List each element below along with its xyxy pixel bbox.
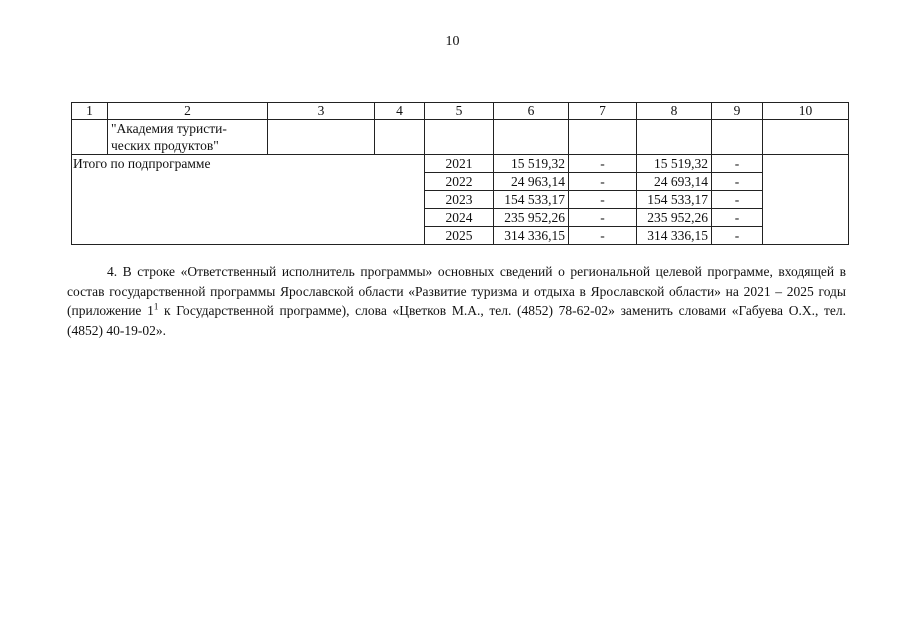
amendment-text: 4. В строке «Ответственный исполнитель программы» основных сведений о региональной целевой программе, входящей в состав государственной программы Ярославской области «Развитие туризма и отдыха в Ярославской области» на 2021 – 2025 годы (приложение 1 [67,264,846,318]
amount-cell: 154 533,17 [637,191,712,209]
dash-cell: - [569,155,637,173]
amount-cell: 15 519,32 [637,155,712,173]
year-cell: 2025 [425,227,494,245]
superscript: 1 [153,301,159,312]
dash-cell: - [712,227,763,245]
header-cell: 3 [268,103,375,120]
header-cell: 7 [569,103,637,120]
dash-cell: - [569,173,637,191]
amendment-paragraph [67,262,846,340]
amount-cell: 314 336,15 [494,227,569,245]
year-cell: 2021 [425,155,494,173]
dash-cell: - [569,209,637,227]
continuation-name-line: ческих продуктов" [111,138,219,153]
year-cell: 2023 [425,191,494,209]
amount-cell: 15 519,32 [494,155,569,173]
continuation-row [72,120,849,155]
dash-cell: - [712,173,763,191]
header-cell: 8 [637,103,712,120]
header-cell: 10 [763,103,849,120]
header-cell: 1 [72,103,108,120]
budget-table [71,102,849,245]
year-cell: 2022 [425,173,494,191]
header-cell: 9 [712,103,763,120]
amendment-text-end: к Государственной программе), слова «Цветков М.А., тел. (4852) 78-62-02» заменить словами «Габуева О.Х., тел. (4852) 40-19-02». [67,303,846,338]
year-cell: 2024 [425,209,494,227]
total-label: Итого по подпрограмме [72,155,425,245]
dash-cell: - [569,227,637,245]
header-cell: 5 [425,103,494,120]
page-number: 10 [445,34,460,49]
header-cell: 2 [108,103,268,120]
amount-cell: 314 336,15 [637,227,712,245]
amount-cell: 235 952,26 [637,209,712,227]
header-cell: 4 [375,103,425,120]
table-header-row [72,103,849,120]
dash-cell: - [712,209,763,227]
dash-cell: - [712,155,763,173]
header-cell: 6 [494,103,569,120]
amount-cell: 154 533,17 [494,191,569,209]
amount-cell: 24 963,14 [494,173,569,191]
empty-col10-cell [763,155,849,245]
table-row [72,155,849,173]
dash-cell: - [569,191,637,209]
amount-cell: 24 693,14 [637,173,712,191]
continuation-name-cell [108,120,268,155]
amount-cell: 235 952,26 [494,209,569,227]
continuation-name-line: "Академия туристи- [111,121,227,136]
dash-cell: - [712,191,763,209]
